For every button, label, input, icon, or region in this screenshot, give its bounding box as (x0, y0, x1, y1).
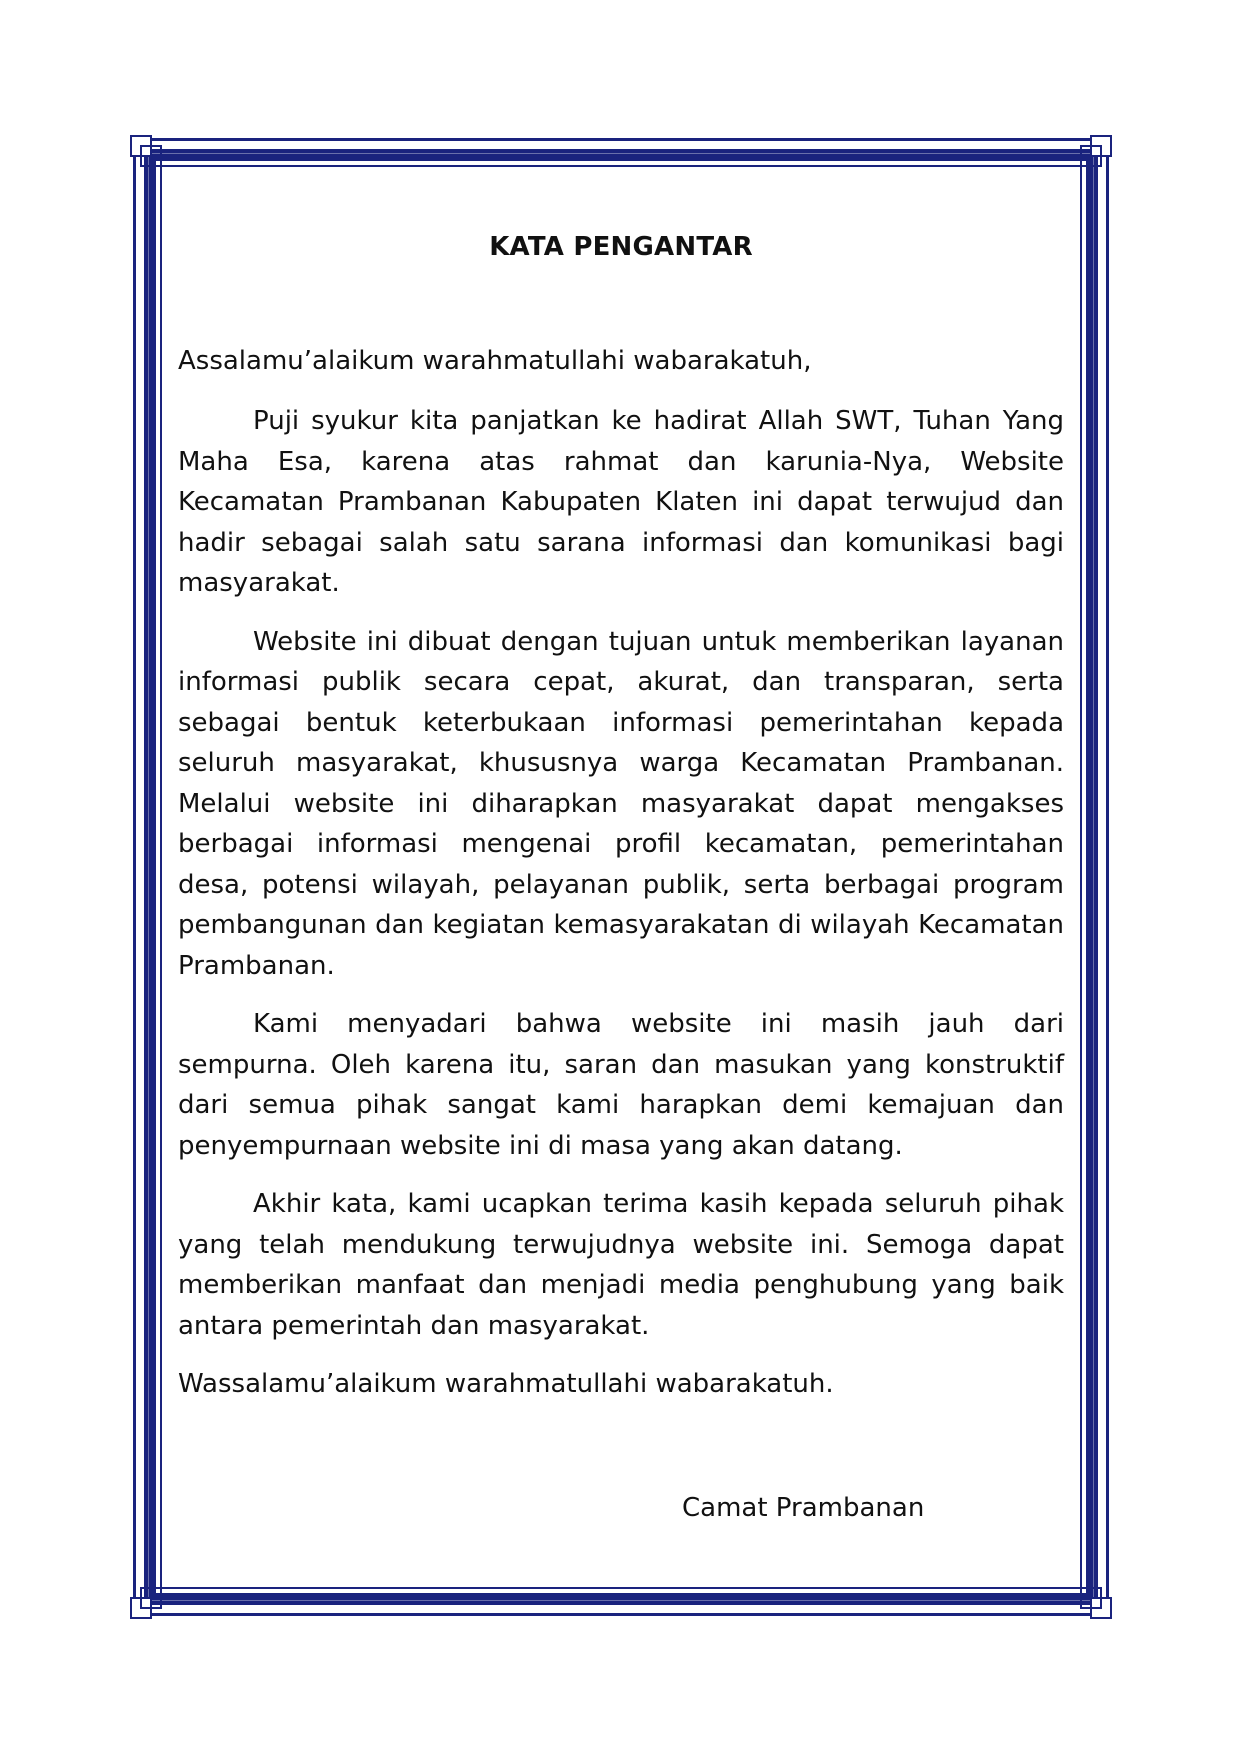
paragraph-3: Kami menyadari bahwa website ini masih jauh dari sempurna. Oleh karena itu, saran dan masukan yang konstruktif dari semua pihak sangat kami harapkan demi kemajuan dan penyempurnaan website ini di masa yang akan datang. (178, 1009, 1064, 1161)
corner-ornament-bottom-left (130, 1585, 164, 1619)
corner-ornament-top-left (130, 135, 164, 169)
document-body (178, 232, 1064, 1404)
signature-block: Camat Prambanan (682, 1493, 925, 1523)
corner-ornament-bottom-right (1078, 1585, 1112, 1619)
closing-greeting: Wassalamu’alaikum warahmatullahi wabarakatuh. (178, 1369, 834, 1400)
paragraph-1: Puji syukur kita panjatkan ke hadirat Allah SWT, Tuhan Yang Maha Esa, karena atas rahmat dan karunia-Nya, Website Kecamatan Prambanan Kabupaten Klaten ini dapat terwujud dan hadir sebagai salah satu sarana informasi dan komunikasi bagi masyarakat. (178, 406, 1064, 599)
document-title: KATA PENGANTAR (489, 232, 753, 262)
paragraph-4: Akhir kata, kami ucapkan terima kasih kepada seluruh pihak yang telah mendukung terwujudnya website ini. Semoga dapat memberikan manfaat dan menjadi media penghubung yang baik antara pemerintah dan masyarakat. (178, 1189, 1064, 1341)
corner-ornament-top-right (1078, 135, 1112, 169)
opening-greeting: Assalamu’alaikum warahmatullahi wabarakatuh, (178, 346, 812, 377)
paragraph-2: Website ini dibuat dengan tujuan untuk memberikan layanan informasi publik secara cepat, akurat, dan transparan, serta sebagai bentuk keterbukaan informasi pemerintahan kepada seluruh masyarakat, khususnya warga Kecamatan Prambanan. Melalui website ini diharapkan masyarakat dapat mengakses berbagai informasi mengenai profil kecamatan, pemerintahan desa, potensi wilayah, pelayanan publik, serta berbagai program pembangunan dan kegiatan kemasyarakatan di wilayah Kecamatan Prambanan. (178, 626, 1064, 981)
